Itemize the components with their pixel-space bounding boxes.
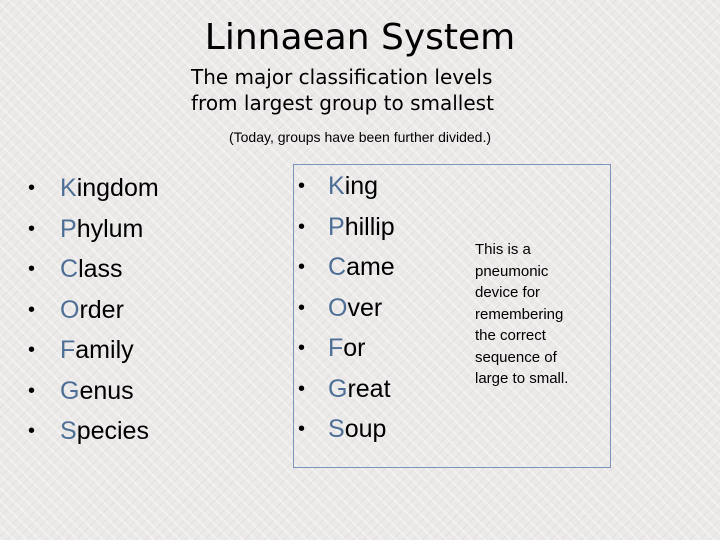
level-name xyxy=(60,411,149,451)
rest-letters: lass xyxy=(78,255,123,283)
slide-subtitle xyxy=(191,64,494,116)
mnemonic-word xyxy=(328,247,395,287)
bullet: • xyxy=(298,296,306,319)
explanation-line: device for xyxy=(475,284,541,301)
explanation-line: This is a xyxy=(475,241,531,258)
bullet: • xyxy=(28,379,36,402)
bullet: • xyxy=(28,339,36,361)
first-letter: P xyxy=(328,212,345,241)
rest-letters: rder xyxy=(79,295,124,324)
first-letter: S xyxy=(60,417,77,445)
mnemonic-explanation xyxy=(475,239,600,390)
first-letter: C xyxy=(328,253,347,281)
mnemonic-word xyxy=(328,288,382,328)
rest-letters: ver xyxy=(347,293,383,322)
first-letter: G xyxy=(328,374,348,403)
mnemonic-word xyxy=(328,369,391,409)
slide-title: Linnaean System xyxy=(204,17,516,58)
level-name xyxy=(60,249,123,289)
subtitle-line: The major classification levels xyxy=(191,65,493,89)
bullet: • xyxy=(28,217,36,240)
rest-letters: amily xyxy=(75,336,134,364)
bullet: • xyxy=(298,377,306,400)
rest-letters: or xyxy=(343,334,366,362)
first-letter: F xyxy=(328,334,344,362)
level-name xyxy=(60,209,143,249)
rest-letters: reat xyxy=(347,374,391,403)
first-letter: K xyxy=(328,172,345,200)
bullet: • xyxy=(298,215,306,238)
note-text: (Today, groups have been further divided.) xyxy=(228,129,491,145)
explanation-line: sequence of xyxy=(475,348,557,366)
first-letter: K xyxy=(60,174,77,202)
level-name xyxy=(60,330,134,370)
rest-letters: ingdom xyxy=(76,174,159,202)
bullet: • xyxy=(28,298,36,321)
first-letter: O xyxy=(60,295,80,324)
bullet: • xyxy=(298,418,306,440)
mnemonic-word xyxy=(328,328,366,368)
bullet: • xyxy=(298,337,306,359)
explanation-line: large to small. xyxy=(475,370,569,387)
first-letter: F xyxy=(60,336,76,364)
bullet: • xyxy=(28,420,36,442)
explanation-line: the correct xyxy=(475,327,546,344)
bullet: • xyxy=(28,177,36,199)
level-name xyxy=(60,168,159,208)
rest-letters: hillip xyxy=(344,212,395,241)
mnemonic-word xyxy=(328,166,378,206)
first-letter: C xyxy=(60,255,79,283)
rest-letters: pecies xyxy=(76,417,149,445)
rest-letters: enus xyxy=(79,376,134,405)
level-name xyxy=(60,290,124,330)
bullet: • xyxy=(298,175,306,197)
explanation-line: remembering xyxy=(475,305,564,323)
rest-letters: hylum xyxy=(76,214,144,243)
explanation-line: pneumonic xyxy=(475,262,549,280)
first-letter: O xyxy=(328,293,348,322)
rest-letters: ing xyxy=(344,172,379,200)
mnemonic-word xyxy=(328,207,395,247)
level-name xyxy=(60,371,134,411)
rest-letters: oup xyxy=(344,415,387,443)
first-letter: S xyxy=(328,415,345,443)
rest-letters: ame xyxy=(346,253,395,281)
bullet: • xyxy=(298,256,306,278)
bullet: • xyxy=(28,258,36,280)
first-letter: P xyxy=(60,214,77,243)
mnemonic-word xyxy=(328,409,386,449)
first-letter: G xyxy=(60,376,80,405)
subtitle-line: from largest group to smallest xyxy=(191,91,494,115)
